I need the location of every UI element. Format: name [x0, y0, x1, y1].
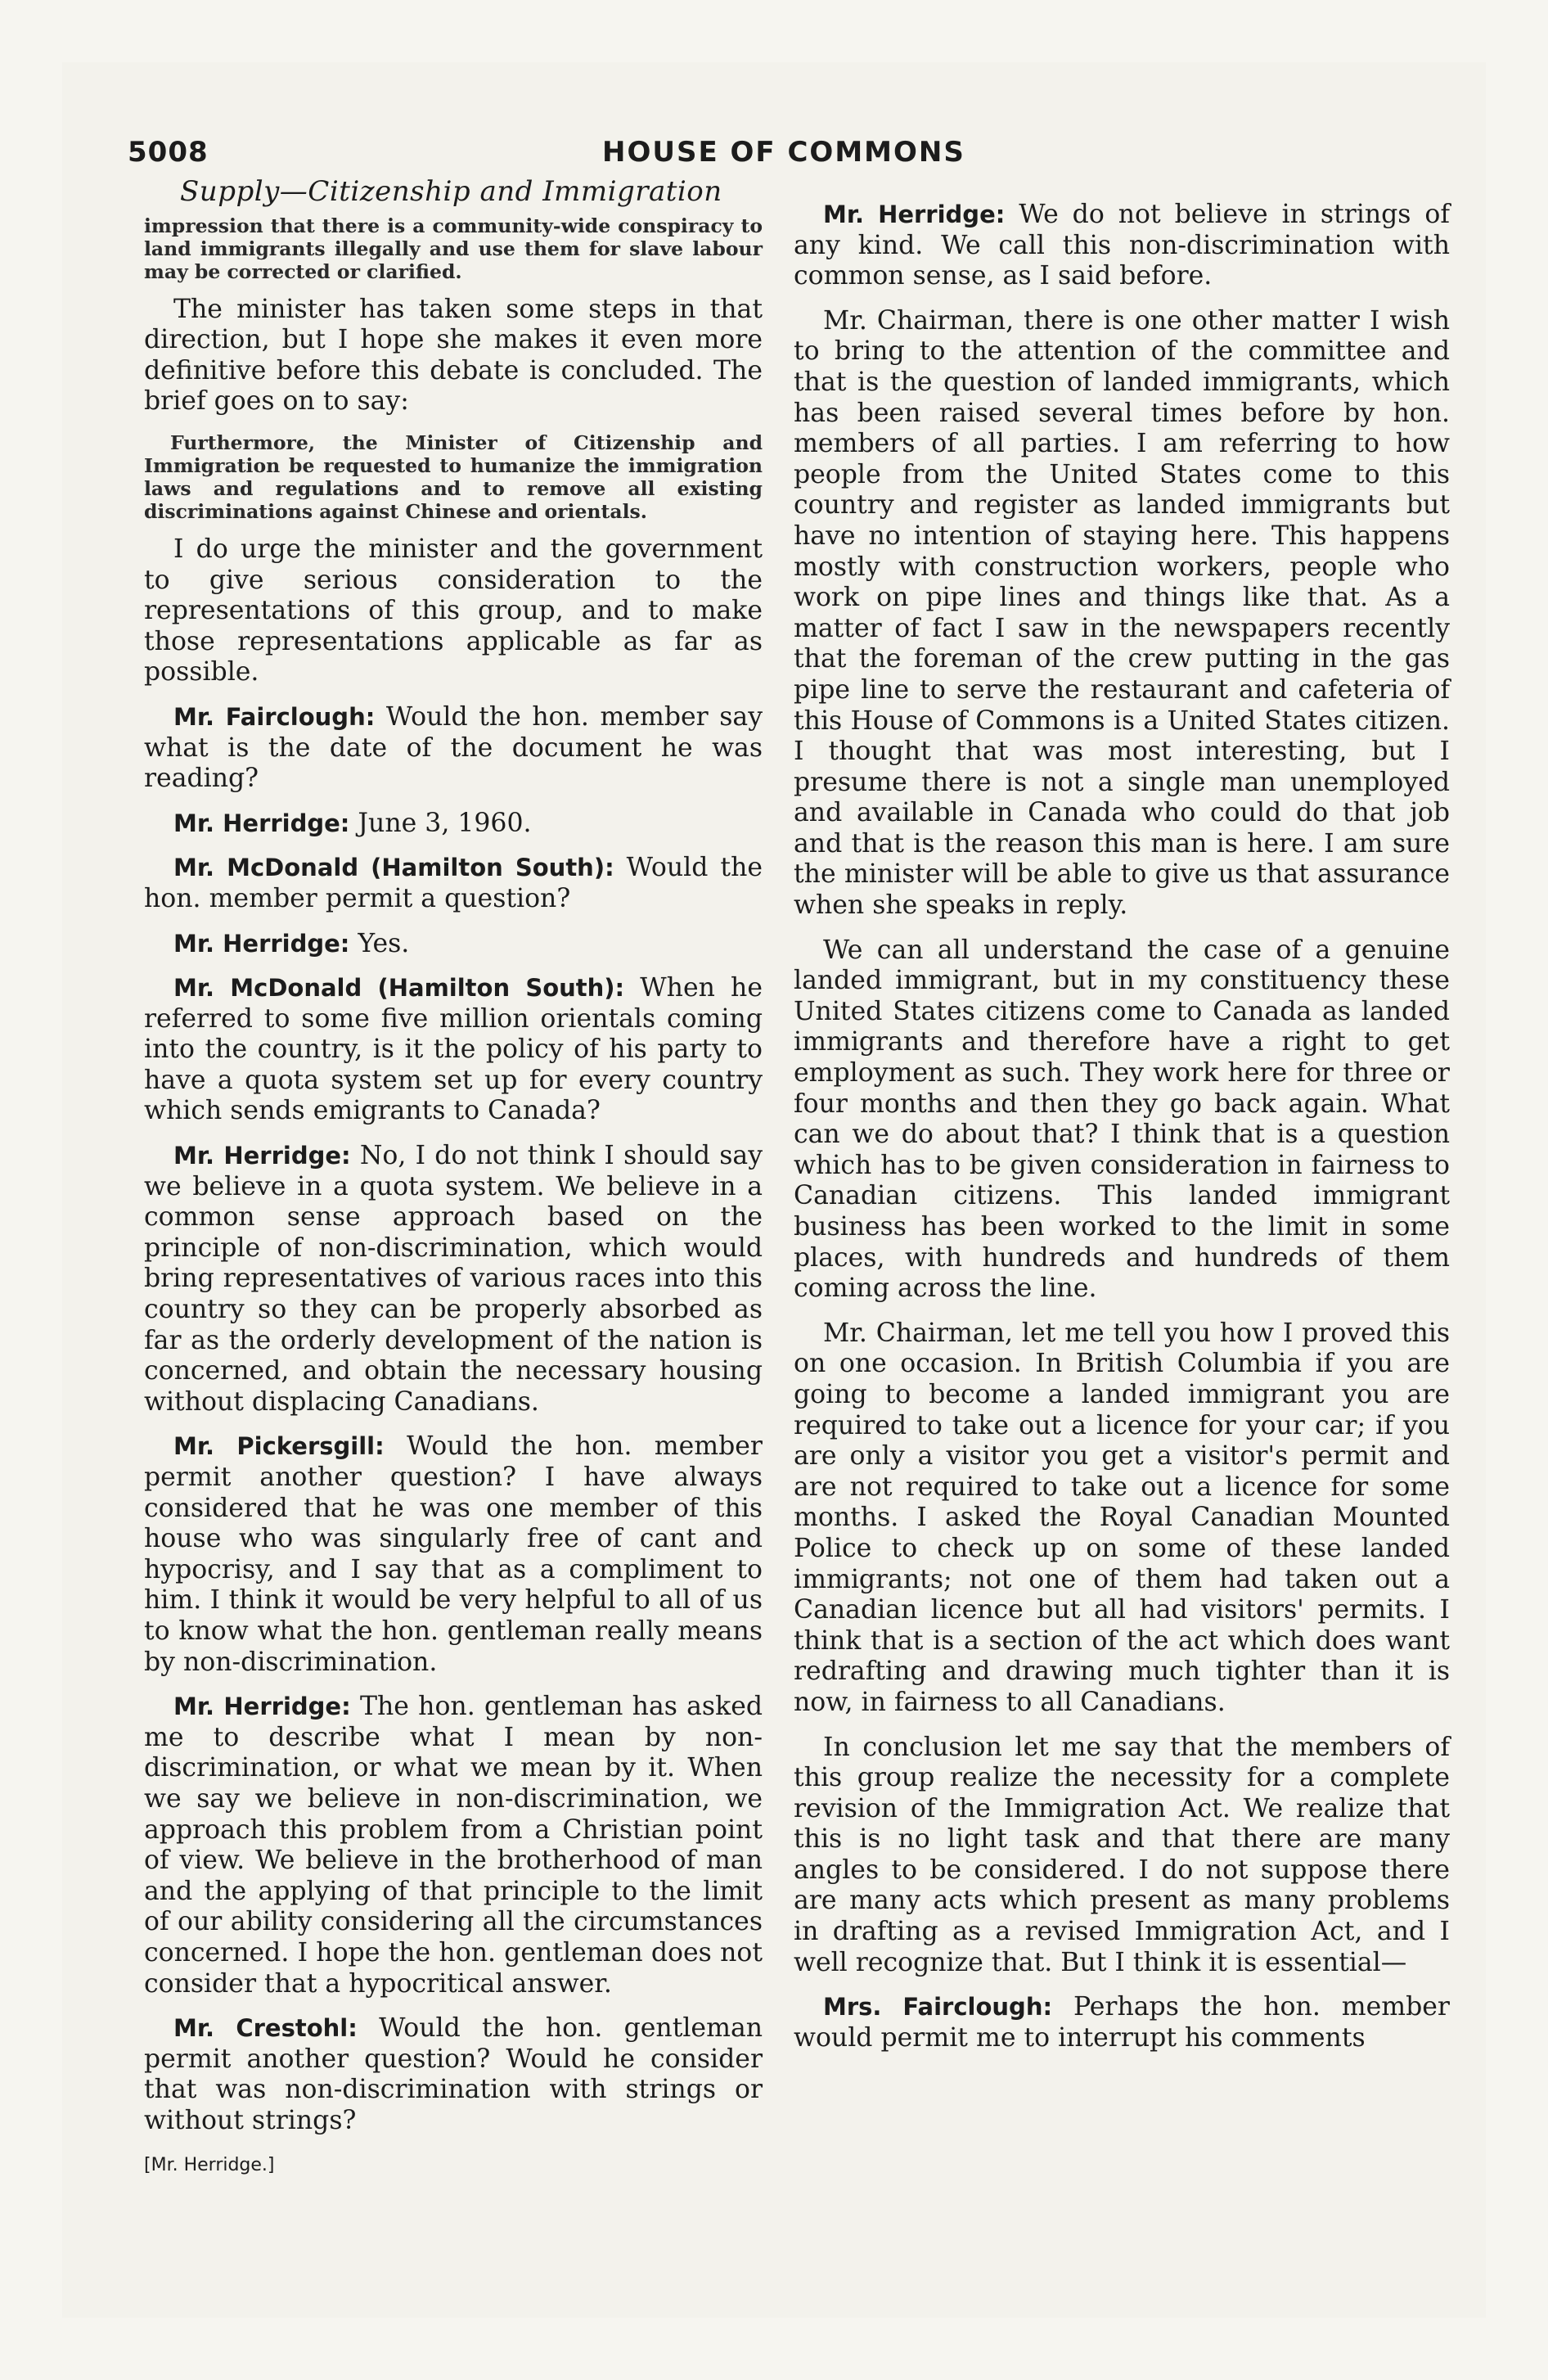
section-subtitle: Supply—Citizenship and Immigration — [180, 175, 722, 208]
speech-text: June 3, 1960. — [349, 808, 532, 838]
right-column — [794, 200, 1450, 2067]
paragraph: In conclusion let me say that the members of this group realize the necessity for a complete revision of the Immigration Act. We realize that this is no light task and that there are many angles to be considered. I do not suppose there are many acts which present as many problems in drafting as a revised Immigration Act, and I well recognize that. But I think it is essential— — [794, 1732, 1450, 1977]
speech — [144, 702, 763, 795]
page-title: HOUSE OF COMMONS — [602, 136, 965, 169]
speaker-name: Mr. Crestohl: — [173, 2014, 358, 2043]
speech — [144, 1692, 763, 1999]
speech — [144, 1141, 763, 1418]
speech — [144, 973, 763, 1127]
speech — [794, 1992, 1450, 2053]
speaker-name: Mr. McDonald (Hamilton South): — [173, 974, 625, 1003]
page-number: 5008 — [128, 136, 209, 169]
speaker-name: Mr. Herridge: — [173, 1142, 351, 1170]
speaker-name: Mr. Herridge: — [173, 929, 350, 958]
speaker-name: Mr. Fairclough: — [173, 702, 376, 731]
speech-text: The hon. gentleman has asked me to describe what I mean by non-discrimination, or what we mean by it. When we say we believe in non-discrimination, we approach this problem from a Christian point of view. We believe in the brotherhood of man and the applying of that principle to the limit of our ability considering all the circumstances concerned. I hope the hon. gentleman does not consider that a hypocritical answer. — [144, 1692, 763, 1999]
speech — [144, 853, 763, 914]
page-header — [128, 136, 1420, 172]
paragraph: Mr. Chairman, there is one other matter I wish to bring to the attention of the committee and that is the question of landed immigrants, which has been raised several times before by hon. members of all parties. I am referring to how people from the United States come to this country and register as landed immigrants but have no intention of staying here. This happens mostly with construction workers, people who work on pipe lines and things like that. As a matter of fact I saw in the newspapers recently that the foreman of the crew putting in the gas pipe line to serve the restaurant and cafeteria of this House of Commons is a United States citizen. I thought that was most interesting, but I presume there is not a single man unemployed and available in Canada who could do that job and that is the reason this man is here. I am sure the minister will be able to give us that assurance when she speaks in reply. — [794, 305, 1450, 921]
speech-text: Yes. — [349, 928, 410, 958]
speaker-name: Mrs. Fairclough: — [823, 1993, 1053, 2022]
speech — [144, 929, 763, 960]
speech-text: Perhaps the hon. member would permit me to interrupt his comments — [794, 1992, 1450, 2053]
speaker-name: Mr. Herridge: — [173, 809, 350, 837]
speaker-name: Mr. Herridge: — [823, 201, 1006, 228]
speech-text: When he referred to some five million orientals coming into the country, is it the policy of his party to have a quota system set up for every country which sends emigrants to Canada? — [144, 973, 763, 1126]
speech — [144, 809, 763, 840]
paragraph: Mr. Chairman, let me tell you how I proved this on one occasion. In British Columbia if you are going to become a landed immigrant you are required to take out a licence for your car; if you are only a visitor you get a visitor's permit and are not required to take out a licence for some months. I asked the Royal Canadian Mounted Police to check up on some of these landed immigrants; not one of them had taken out a Canadian licence but all had visitors' permits. I think that is a section of the act which does want redrafting and drawing much tighter than it is now, in fairness to all Canadians. — [794, 1318, 1450, 1717]
paragraph: I do urge the minister and the government to give serious consideration to the representations of this group, and to make those representations applicable as far as possible. — [144, 534, 763, 687]
speech — [144, 1431, 763, 1678]
paragraph: The minister has taken some steps in that direction, but I hope she makes it even more definitive before this debate is concluded. The brief goes on to say: — [144, 294, 763, 417]
paragraph: impression that there is a community-wide conspiracy to land immigrants illegally and use them for slave labour may be corrected or clarified. — [144, 214, 763, 283]
speaker-attribution: [Mr. Herridge.] — [144, 2155, 275, 2176]
speech-text: Would the hon. member permit a question? — [144, 853, 763, 913]
speech — [794, 200, 1450, 292]
speaker-name: Mr. Pickersgill: — [173, 1432, 385, 1461]
speaker-name: Mr. McDonald (Hamilton South): — [173, 854, 614, 882]
speech-text: Would the hon. member say what is the date of the document he was reading? — [144, 701, 763, 794]
paragraph: We can all understand the case of a genuine landed immigrant, but in my constituency these United States citizens come to Canada as landed immigrants and therefore have a right to get employment as such. They work here for three or four months and then they go back again. What can we do about that? I think that is a question which has to be given consideration in fairness to Canadian citizens. This landed immigrant business has been worked to the limit in some places, with hundreds and hundreds of them coming across the line. — [794, 935, 1450, 1304]
block-quote: Furthermore, the Minister of Citizenship and Immigration be requested to humanize the immigration laws and regulations and to remove all existing discriminations against Chinese and orientals. — [144, 430, 763, 523]
speech-text: Would the hon. gentleman permit another question? Would he consider that was non-discrimination with strings or without strings? — [144, 2013, 763, 2135]
speech-text: Would the hon. member permit another question? I have always considered that he was one member of this house who was singularly free of cant and hypocrisy, and I say that as a compliment to him. I think it would be very helpful to all of us to know what the hon. gentleman really means by non-discrimination. — [144, 1431, 763, 1677]
speech-text: No, I do not think I should say we believe in a quota system. We believe in a common sense approach based on the principle of non-discrimination, which would bring representatives of various races into this country so they can be properly absorbed as far as the orderly development of the nation is concerned, and obtain the necessary housing without displacing Canadians. — [144, 1141, 763, 1417]
speech — [144, 2013, 763, 2136]
speech-text: We do not believe in strings of any kind. We call this non-discrimination with common sense, as I said before. — [794, 200, 1451, 291]
left-column — [144, 177, 763, 2181]
speaker-name: Mr. Herridge: — [173, 1693, 351, 1721]
